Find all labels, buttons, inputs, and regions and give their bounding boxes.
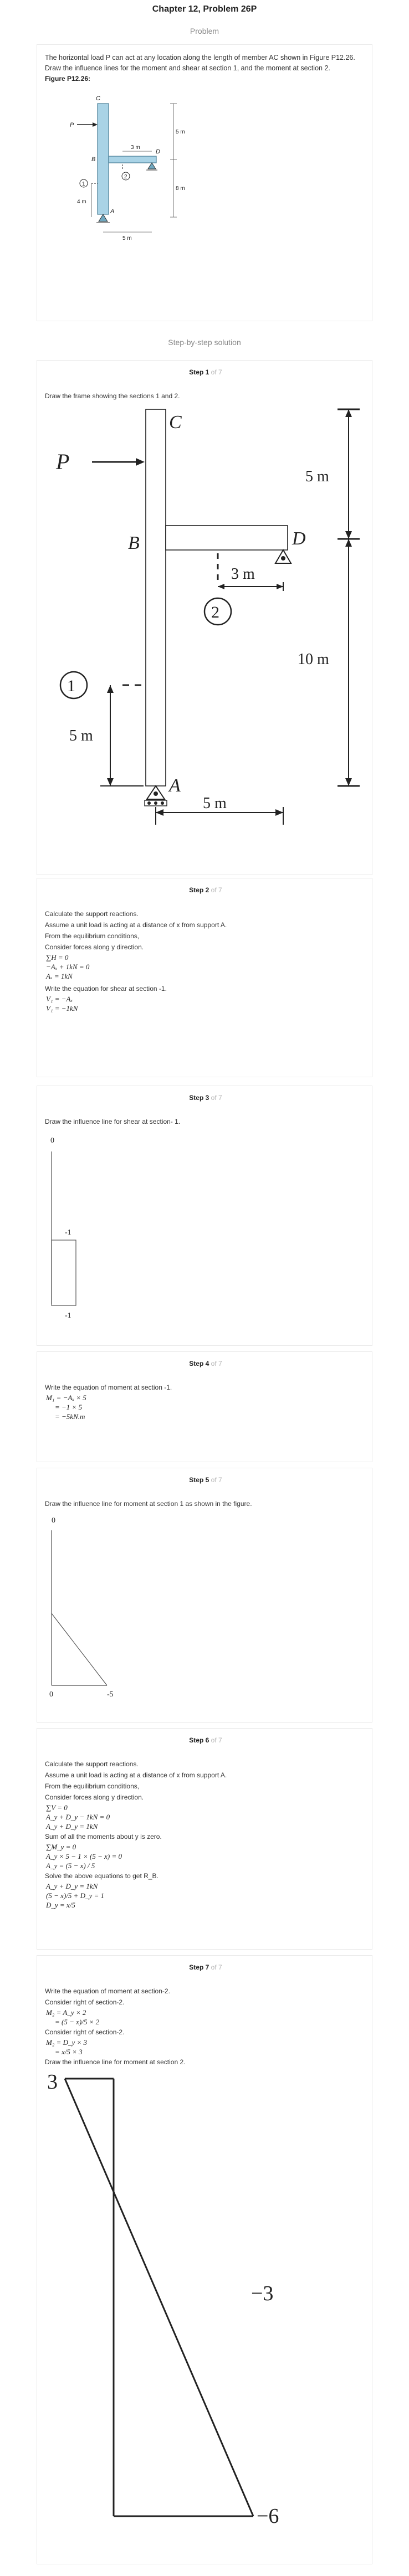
dim-bottom-arrow-l [156, 809, 163, 816]
dim-3m-arrow-r [277, 584, 283, 589]
dim-left-arrow-1 [107, 685, 114, 693]
dim-label-5m-top: 5 m [305, 468, 329, 485]
equation: = x/5 × 3 [55, 2048, 83, 2056]
step-2-line-5: Write the equation for shear at section -1. [45, 985, 167, 993]
step-4-text: Write the equation of moment at section -1. [45, 1384, 172, 1391]
label-c: C [169, 412, 182, 433]
load-arrowhead [136, 458, 145, 466]
step-2-line-4: Consider forces along y direction. [45, 943, 144, 951]
load-arrowhead [93, 122, 98, 127]
step-number: 3 [205, 1094, 209, 1102]
dim-label-5m-bottom: 5 m [203, 795, 227, 812]
dim-label-4m: 4 m [77, 199, 86, 205]
of-label: of [211, 1094, 217, 1102]
step-label: Step [189, 1360, 204, 1367]
solution-heading: Step-by-step solution [168, 338, 241, 347]
plot-label-top: 0 [52, 1516, 55, 1525]
step-5-card [37, 1468, 372, 1723]
step-label: Step [189, 1094, 204, 1102]
equation: = −1 × 5 [55, 1403, 83, 1411]
step-6-line-5: Sum of all the moments about y is zero. [45, 1833, 162, 1840]
problem-card: The horizontal load P can act at any location along the length of member AC shown in Figure P12.26. Draw the influence lines for the moment and shear at section 1, and the moment at section 2. Figure P12.26: C P B D A 1 2 5 m 3 m 8 m 4 m 5 m [37, 44, 372, 321]
step-7-line-2: Consider right of section-2. [45, 1998, 125, 2006]
step-5-text: Draw the influence line for moment at section 1 as shown in the figure. [45, 1500, 252, 1508]
step-7-card [37, 1955, 372, 2564]
support-a-roller-2 [154, 801, 157, 805]
dim-left-arrow-2 [107, 778, 114, 786]
step-number: 7 [205, 1963, 209, 1971]
column-ac [146, 409, 166, 786]
moment-2-influence-plot [45, 2073, 355, 2533]
step-1-card [37, 360, 372, 875]
figure-label: Figure P12.26 [45, 75, 89, 83]
step-6-card [37, 1728, 372, 1950]
equation: = (5 − x)/5 × 2 [55, 2018, 100, 2026]
step-7-line-1: Write the equation of moment at section-2. [45, 1987, 170, 1995]
step-3-card [37, 1086, 372, 1346]
step-number: 5 [205, 1476, 209, 1484]
step-total: 7 [218, 886, 222, 894]
step-total: 7 [218, 1360, 222, 1367]
step-4-card [37, 1351, 372, 1462]
step-total: 7 [218, 368, 222, 376]
chapter-title: Chapter 12, Problem 26P [152, 4, 257, 14]
of-label: of [211, 1360, 217, 1367]
step-total: 7 [218, 1963, 222, 1971]
support-a-roller-3 [161, 801, 164, 805]
equation: M₂ = A_y × 2 [46, 2008, 86, 2017]
step-2-line-2: Assume a unit load is acting at a distance of x from support A. [45, 921, 227, 929]
plot-label-neg6: −6 [257, 2505, 279, 2528]
equation: (5 − x)/5 + D_y = 1 [46, 1891, 105, 1900]
equation: = −5kN.m [55, 1412, 85, 1421]
step-6-line-3: From the equilibrium conditions, [45, 1782, 140, 1790]
plot-label-bottom: -1 [65, 1312, 71, 1320]
frame-diagram [45, 404, 372, 841]
shear-block [52, 1240, 76, 1305]
plot-label-origin: 0 [49, 1690, 53, 1699]
support-d-pin [281, 556, 285, 561]
step-total: 7 [218, 1736, 222, 1744]
step-2-card [37, 878, 372, 1077]
dim-top-arrow-2 [345, 531, 352, 539]
step-6-line-2: Assume a unit load is acting at a distance of x from support A. [45, 1771, 227, 1779]
equation: Aₓ = 1kN [46, 972, 73, 980]
equation: M₁ = −Aₓ × 5 [46, 1394, 86, 1402]
beam-bd [109, 156, 156, 163]
dim-bottom-arrow-r [275, 809, 283, 816]
step-3-text: Draw the influence line for shear at section- 1. [45, 1118, 181, 1125]
plot-label-3: 3 [47, 2073, 58, 2094]
step-label: Step [189, 1736, 204, 1744]
step-7-line-4: Draw the influence line for moment at section 2. [45, 2058, 186, 2066]
label-b: B [128, 533, 140, 553]
plot-label-0: 0 [50, 1137, 54, 1145]
label-c: C [96, 95, 100, 102]
dim-label-10m: 10 m [298, 651, 329, 668]
step-1-text: Draw the frame showing the sections 1 and 2. [45, 392, 180, 400]
equation: ∑M_y = 0 [46, 1843, 76, 1851]
shear-influence-plot [45, 1135, 156, 1323]
equation: A_y = (5 − x) / 5 [46, 1862, 95, 1870]
step-number: 1 [205, 368, 209, 376]
dim-3m-arrow-l [218, 584, 224, 589]
moment-1-influence-plot [45, 1514, 178, 1708]
problem-heading: Problem [190, 27, 219, 35]
label-d: D [156, 148, 160, 155]
dim-mid-arrow-1 [345, 539, 352, 547]
equation: A_y + D_y = 1kN [46, 1882, 98, 1890]
label-d: D [292, 528, 306, 549]
equation: M₂ = D_y × 3 [46, 2038, 88, 2047]
problem-figure [45, 87, 189, 292]
label-p: P [70, 122, 74, 128]
equation: A_y × 5 − 1 × (5 − x) = 0 [46, 1852, 122, 1860]
step-6-line-4: Consider forces along y direction. [45, 1793, 144, 1801]
step-2-line-3: From the equilibrium conditions, [45, 932, 140, 940]
label-p: P [56, 449, 70, 474]
plot-label-neg3: −3 [251, 2282, 274, 2305]
step-label: Step [189, 368, 204, 376]
dim-label-8m: 8 m [176, 186, 185, 192]
moment-slope [52, 1613, 107, 1685]
dim-label-5m-top: 5 m [176, 129, 185, 135]
step-number: 4 [205, 1360, 209, 1367]
support-a-roller-1 [147, 801, 151, 805]
equation: −Aₓ + 1kN = 0 [46, 963, 90, 971]
of-label: of [211, 1736, 217, 1744]
step-label: Step [189, 1963, 204, 1971]
dim-label-3m: 3 m [231, 565, 255, 583]
problem-statement: The horizontal load P can act at any location along the length of member AC shown in Figure P12.26. Draw the influence lines for the moment and shear at section 1, and the moment at section 2. [45, 54, 355, 72]
plot-label-end: -5 [107, 1690, 114, 1699]
of-label: of [211, 1963, 217, 1971]
support-d [148, 163, 156, 169]
of-label: of [211, 368, 217, 376]
support-a-pin [154, 791, 158, 796]
equation: ∑H = 0 [46, 953, 69, 961]
equation: A_y + D_y − 1kN = 0 [46, 1813, 110, 1821]
step-label: Step [189, 1476, 204, 1484]
label-b: B [91, 156, 96, 163]
label-section-2: 2 [211, 603, 219, 621]
step-total: 7 [218, 1476, 222, 1484]
il-diagonal [65, 2079, 253, 2516]
equation: ∑V = 0 [46, 1803, 68, 1812]
dim-label-3m: 3 m [131, 145, 140, 151]
step-number: 2 [205, 886, 209, 894]
equation: A_y + D_y = 1kN [46, 1822, 98, 1831]
step-number: 6 [205, 1736, 209, 1744]
label-section-2: 2 [124, 174, 127, 180]
equation: V₁ = −1kN [46, 1004, 78, 1012]
label-a: A [169, 775, 181, 796]
equation: V₁ = −Aₓ [46, 995, 73, 1003]
step-2-line-1: Calculate the support reactions. [45, 910, 139, 918]
support-a [99, 214, 108, 222]
dim-top-arrow-1 [345, 409, 352, 417]
dim-label-5m-left: 5 m [69, 727, 93, 744]
dim-label-5m-bottom: 5 m [122, 235, 132, 241]
step-6-line-6: Solve the above equations to get R_B. [45, 1872, 159, 1880]
label-a: A [110, 208, 115, 215]
dim-mid-arrow-2 [345, 778, 352, 786]
step-label: Step [189, 886, 204, 894]
equation: D_y = x/5 [46, 1901, 75, 1909]
beam-bd [166, 526, 288, 550]
label-section-1: 1 [67, 677, 75, 695]
of-label: of [211, 1476, 217, 1484]
step-6-line-1: Calculate the support reactions. [45, 1760, 139, 1768]
of-label: of [211, 886, 217, 894]
step-7-line-3: Consider right of section-2. [45, 2028, 125, 2036]
plot-label-top: -1 [65, 1228, 71, 1237]
label-section-1: 1 [82, 181, 85, 187]
column-ac [98, 104, 109, 214]
step-total: 7 [218, 1094, 222, 1102]
